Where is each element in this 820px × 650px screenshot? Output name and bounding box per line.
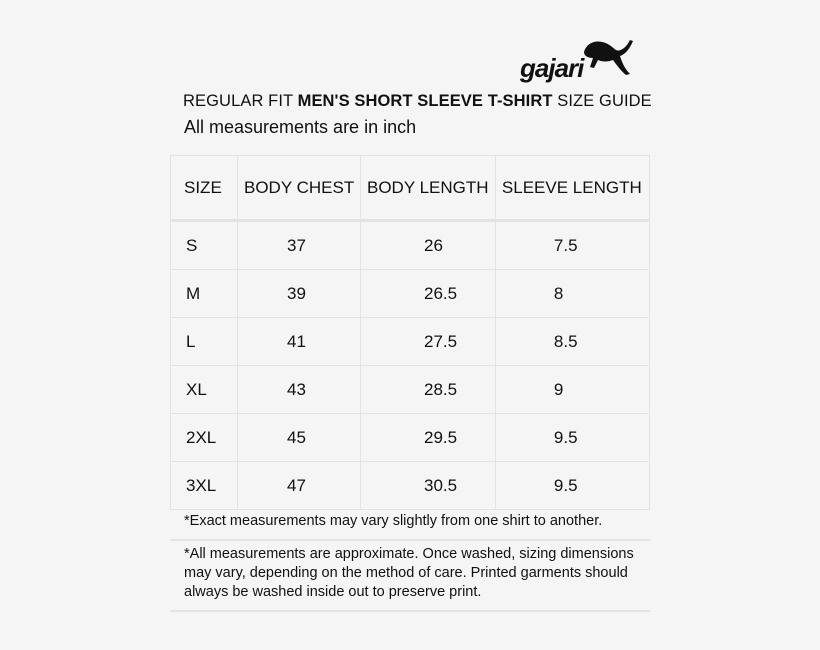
table-row — [171, 366, 650, 414]
column-header: BODY CHEST — [238, 156, 361, 221]
table-cell: 9 — [495, 366, 649, 414]
table-row — [171, 318, 650, 366]
table-cell: 7.5 — [495, 221, 649, 270]
table-row — [171, 414, 650, 462]
page-title — [183, 92, 652, 111]
table-cell: 39 — [238, 270, 361, 318]
brand-logo-text: gajari — [520, 53, 584, 83]
lion-icon — [580, 38, 636, 78]
column-header: SLEEVE LENGTH — [495, 156, 649, 221]
table-cell: 26 — [361, 221, 496, 270]
table-cell: 29.5 — [361, 414, 496, 462]
table-cell: 9.5 — [495, 414, 649, 462]
title-bold: MEN'S SHORT SLEEVE T-SHIRT — [297, 92, 553, 110]
table-row — [171, 221, 650, 270]
table-cell: XL — [171, 366, 238, 414]
table-cell: 9.5 — [495, 462, 649, 510]
table-cell: 2XL — [171, 414, 238, 462]
table-cell: S — [171, 221, 238, 270]
table-cell: 3XL — [171, 462, 238, 510]
footnote: *Exact measurements may vary slightly from one shirt to another. — [170, 506, 650, 541]
table-cell: M — [171, 270, 238, 318]
table-cell: 28.5 — [361, 366, 496, 414]
table-row — [171, 270, 650, 318]
table-cell: 8 — [495, 270, 649, 318]
column-header: BODY LENGTH — [361, 156, 496, 221]
table-cell: 43 — [238, 366, 361, 414]
table-row — [171, 462, 650, 510]
column-header: SIZE — [171, 156, 238, 221]
size-table — [170, 155, 650, 510]
table-cell: 41 — [238, 318, 361, 366]
table-cell: 47 — [238, 462, 361, 510]
title-suffix: SIZE GUIDE — [552, 92, 652, 110]
subtitle: All measurements are in inch — [184, 117, 417, 137]
brand-logo — [520, 38, 636, 84]
footnotes — [170, 506, 650, 612]
table-cell: 37 — [238, 221, 361, 270]
footnote: *All measurements are approximate. Once washed, sizing dimensions may vary, depending on the method of care. Printed garments should always be washed inside out to preserve print. — [170, 541, 650, 612]
table-cell: 26.5 — [361, 270, 496, 318]
table-cell: L — [171, 318, 238, 366]
table-cell: 45 — [238, 414, 361, 462]
title-prefix: REGULAR FIT — [183, 92, 298, 110]
table-header-row — [171, 156, 650, 221]
table-cell: 8.5 — [495, 318, 649, 366]
table-cell: 30.5 — [361, 462, 496, 510]
table-cell: 27.5 — [361, 318, 496, 366]
